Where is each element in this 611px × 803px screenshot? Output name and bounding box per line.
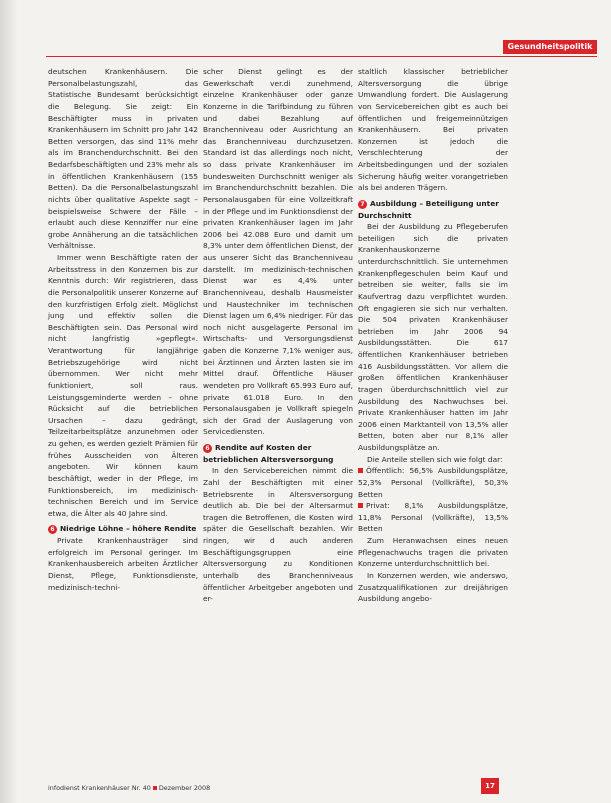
bullet-square-icon [153, 786, 157, 790]
section-label: Gesundheitspolitik [503, 40, 597, 54]
section-heading-text: Niedrige Löhne – höhere Rendite [60, 524, 197, 534]
bullet-item [358, 500, 508, 535]
footer-date: Dezember 2008 [158, 784, 211, 792]
section-heading-text: Ausbildung – Beteiligung unter Durchschnitt [358, 198, 499, 220]
section-number-badge: 6 [203, 444, 212, 453]
bullet-square-icon [358, 503, 363, 508]
bullet-item-text: Öffentlich: 56,5% Ausbildungsplätze, 52,3% Personal (Vollkräfte), 50,3% Betten [358, 466, 508, 499]
section-number-badge: 7 [358, 200, 367, 209]
footer-publication: infodienst Krankenhäuser Nr. 40 [48, 784, 151, 792]
text-column-1 [48, 66, 198, 593]
section-number-badge: 6 [48, 525, 57, 534]
text-column-3 [358, 66, 508, 605]
body-paragraph: Private Krankenhausträger sind erfolgreich im Personal geringer. Im Krankenhausbereich arbeiten Ärztlicher Dienst, Pflege, Funktionsdienste, medizinisch-techni- [48, 536, 198, 592]
section-heading [48, 523, 198, 535]
bullet-item-text: Privat: 8,1% Ausbildungsplätze, 11,8% Personal (Vollkräfte), 13,5% Betten [358, 501, 508, 534]
bullet-item [358, 465, 508, 500]
body-paragraph: Die Anteile stellen sich wie folgt dar: [367, 454, 503, 464]
footer [48, 783, 210, 793]
text-column-2 [203, 66, 353, 605]
body-paragraph: Zum Heranwachsen eines neuen Pflegenachwuchs tragen die privaten Konzerne unterdurchschnittlich bei. [358, 536, 508, 569]
body-paragraph: scher Dienst gelingt es der Gewerkschaft ver.di zunehmend, einzelne Krankenhäuser oder ganze Konzerne in die Tarifbindung zu führen und dabei Bezahlung auf Branchenniveau oder Ausrichtung an das Branchenniveau durchzusetzen. Standard ist das allerdings noch nicht, so dass private Krankenhäuser im bundesweiten Durchschnitt weniger als im Branchendurchschnitt bezahlen. Die Personalausgaben für eine Vollzeitkraft in der Pflege und im Funktionsdienst der privaten Krankenhäuser lagen im Jahr 2006 bei 42.088 Euro und damit um 8,3% unter dem öffentlichen Dienst, der aus unserer Sicht das Branchenniveau darstellt. Im medizinisch-technischen Dienst war es 4,4% unter Branchenniveau, deshalb Hausmeister und Haustechniker im technischen Dienst lagen um 6,4% niedriger. Für das noch nicht ausgelagerte Personal im Wirtschafts- und Versorgungsdienst gaben die Konzerne 7,1% weniger aus, bei Ärztinnen und Ärzten lasten sie im Mittel drauf. Öffentliche Häuser wendeten pro Vollkraft 65.993 Euro auf, private 61.018 Euro. In den Personalausgaben je Vollkraft spiegeln sich der Grad der Auslagerung von Servicediensten. [203, 67, 353, 437]
bullet-square-icon [358, 468, 363, 473]
body-paragraph: deutschen Krankenhäusern. Die Personalbelastungszahl, das Statistische Bundesamt berücksichtigt die Belegung. Sie zeigt: Ein Beschäftigter muss in privaten Krankenhäusern im Schnitt pro Jahr 142 Betten versorgen, das sind 11% mehr als im Branchendurchschnitt. Bei den Bedarfsbeschäftigten und 23% mehr als in öffentlichen Krankenhäusern (155 Betten). Da die Personalbelastungszahl nichts über qualitative Aspekte sagt – beispielsweise Schwere der Fälle – erlaubt auch diese Kennziffer nur eine grobe Annäherung an die tatsächlichen Verhältnisse. [48, 67, 198, 251]
body-paragraph: In den Servicebereichen nimmt die Zahl der Beschäftigten mit einer Betriebsrente in Altersversorgung deutlich ab. Die bei der Altersarmut tragen die Betroffenen, die Kosten wird später die Gesellschaft bezahlen. Wir ringen, wir d auch anderen Beschäftigungsgruppen eine Altersversorgung zu Konditionen unterhalb des Branchenniveaus öffentlicher Arbeitgeber angeboten und er- [203, 466, 353, 604]
body-paragraph: staltlich klassischer betrieblicher Altersversorgung die übrige Umwandlung fordert. Die Auslagerung von Servicebereichen gibt es auch bei öffentlichen und freigemeinnützigen Krankenhäusern. Bei privaten Konzernen ist jedoch die Verschlechterung der Arbeitsbedingungen und der sozialen Sicherung häufig weiter vorangetrieben als bei anderen Trägern. [358, 67, 508, 193]
section-heading [358, 198, 508, 221]
body-paragraph: Immer wenn Beschäftigte raten der Arbeitsstress in den Konzernen bis zur Kenntnis durch: Wir registrieren, dass die Personalpolitik unserer Konzerne auf den kurzfristigen Erfolg zielt. Möglichst jung und effektiv sollen die Beschäftigten sein. Das Personal wird nicht langfristig »gepflegt«. Verantwortung für langjährige Betriebszugehörige wird nicht übernommen. Wer nicht mehr funktioniert, soll raus. Leistungsgeminderte werden – ohne Rücksicht auf die betrieblichen Ursachen – dazu gedrängt, Teilzeitarbeitsplätze anzunehmen oder zu gehen, es werden gezielt Prämien für frühes Ausscheiden von Älteren angeboten. Wir können kaum beschäftigt, weder in der Pflege, im Funktionsbereich, im medizinisch-technischen Bereich und im Service etwa, die Älter als 40 Jahre sind. [48, 253, 198, 518]
page-shadow [0, 0, 18, 803]
body-paragraph: In Konzernen werden, wie anderswo, Zusatzqualifikationen zur dreijährigen Ausbildung angebo- [358, 570, 508, 604]
page-number: 17 [481, 778, 499, 794]
body-paragraph: Bei der Ausbildung zu Pflegeberufen beteiligen sich die privaten Krankenhauskonzerne unterdurchschnittlich. Sie unternehmen Krankenpflegeschulen beim Kauf und betreiben sie weiter, falls sie im Kaufvertrag dazu verpflichtet wurden. Oft engagieren sie sich nur verhalten. Die 504 privaten Krankenhäuser betrieben im Jahr 2006 94 Ausbildungsstätten. Die 617 öffentlichen Krankenhäuser betrieben 416 Ausbildungsstätten. Vor allem die großen öffentlichen Krankenhäuser tragen überdurchschnittlich viel zur Ausbildung des Nachwuchses bei. Private Krankenhäuser hatten im Jahr 2006 einen Marktanteil von 13,5% aller Betten, boten aber nur 8,1% aller Ausbildungsplätze an. [358, 222, 508, 452]
header-rule [46, 56, 597, 57]
section-heading [203, 442, 353, 465]
section-heading-text: Rendite auf Kosten der betrieblichen Altersversorgung [203, 443, 334, 464]
